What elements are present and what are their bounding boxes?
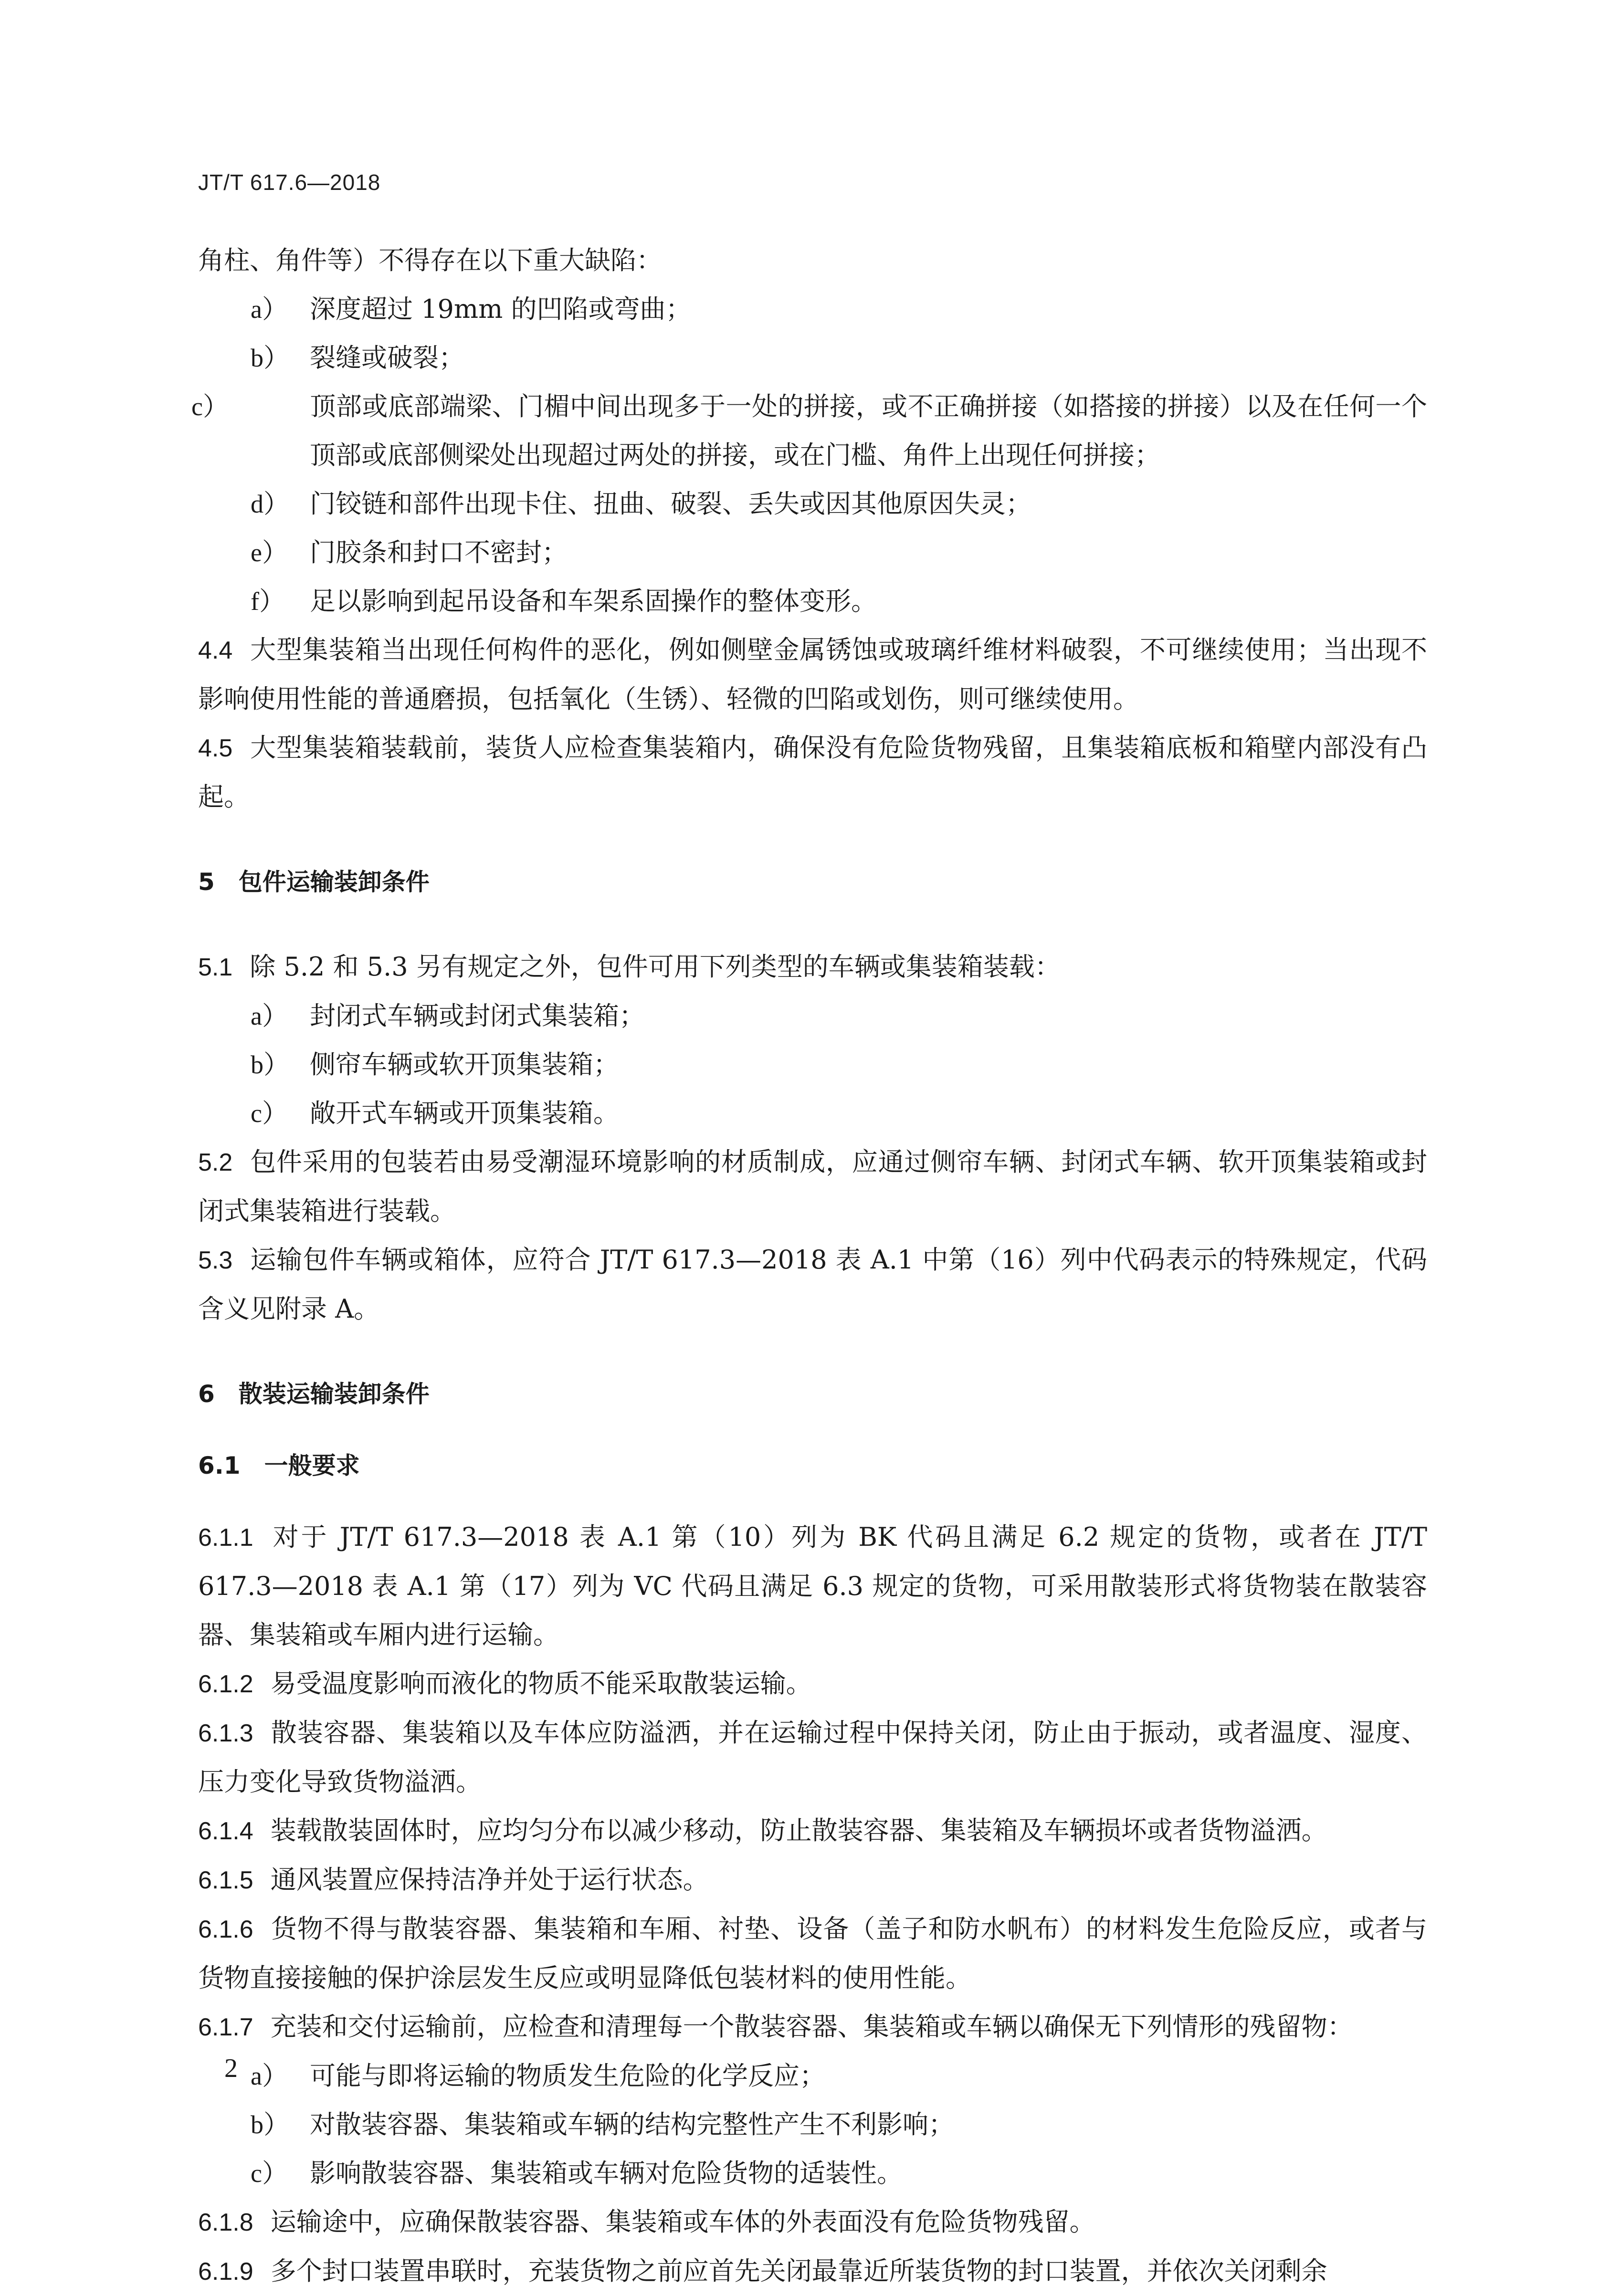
clause-number: 6.1.1 <box>198 1524 253 1552</box>
clause-number: 6.1.2 <box>198 1670 253 1698</box>
clause-text: 大型集装箱装载前，装货人应检查集装箱内，确保没有危险货物残留，且集装箱底板和箱壁内部没有凸起。 <box>198 733 1427 812</box>
list-item <box>251 1089 1427 1138</box>
clause-text: 运输包件车辆或箱体，应符合 JT/T 617.3—2018 表 A.1 中第（16）列中代码表示的特殊规定，代码含义见附录 A。 <box>198 1245 1427 1324</box>
clause-5-1 <box>198 943 1427 992</box>
section-title: 包件运输装卸条件 <box>238 868 430 896</box>
list-label: c） <box>191 392 229 421</box>
clause-text: 货物不得与散装容器、集装箱和车厢、衬垫、设备（盖子和防水帆布）的材料发生危险反应，或者与货物直接接触的保护涂层发生反应或明显降低包装材料的使用性能。 <box>198 1914 1427 1993</box>
document-body <box>191 236 1427 2296</box>
list-item <box>251 480 1427 528</box>
list-label: b） <box>251 1050 289 1079</box>
page-number: 2 <box>224 2054 238 2083</box>
section-title: 散装运输装卸条件 <box>238 1380 430 1408</box>
section-heading-5 <box>198 858 1427 906</box>
clause-number: 6.1.4 <box>198 1817 253 1845</box>
list-text: 影响散装容器、集装箱或车辆对危险货物的适装性。 <box>310 2158 903 2188</box>
list-item <box>251 528 1427 577</box>
clause-4-4 <box>198 626 1427 723</box>
list-item <box>251 2149 1427 2198</box>
list-item <box>251 285 1427 334</box>
clause-6-1-9 <box>198 2247 1427 2296</box>
clause-number: 6.1.8 <box>198 2209 253 2236</box>
list-label: c） <box>251 1099 288 1128</box>
list-label: f） <box>251 587 285 616</box>
spacer <box>198 906 1427 943</box>
clause-6-1-7 <box>198 2002 1427 2052</box>
subsection-number: 6.1 <box>198 1452 241 1479</box>
clause-number: 6.1.9 <box>198 2258 253 2286</box>
clause-6-1-1 <box>198 1513 1427 1659</box>
list-label: d） <box>251 490 289 518</box>
clause-number: 6.1.6 <box>198 1916 253 1943</box>
list-text: 顶部或底部端梁、门楣中间出现多于一处的拼接，或不正确拼接（如搭接的拼接）以及在任何一个顶部或底部侧梁处出现超过两处的拼接，或在门槛、角件上出现任何拼接； <box>310 391 1427 470</box>
clause-number: 6.1.7 <box>198 2013 253 2041</box>
section-heading-6 <box>198 1370 1427 1418</box>
clause-number: 6.1.3 <box>198 1719 253 1747</box>
clause-text: 除 5.2 和 5.3 另有规定之外，包件可用下列类型的车辆或集装箱装载： <box>250 952 1061 982</box>
list-text: 敞开式车辆或开顶集装箱。 <box>310 1098 619 1128</box>
clause-number: 5.1 <box>198 954 233 981</box>
clause-text: 包件采用的包装若由易受潮湿环境影响的材质制成，应通过侧帘车辆、封闭式车辆、软开顶集装箱或封闭式集装箱进行装载。 <box>198 1147 1427 1226</box>
spacer <box>198 821 1427 858</box>
list-label: a） <box>251 1002 288 1030</box>
clause-text: 散装容器、集装箱以及车体应防溢洒，并在运输过程中保持关闭，防止由于振动，或者温度、湿度、压力变化导致货物溢洒。 <box>198 1718 1427 1797</box>
list-item <box>191 382 1427 480</box>
clause-6-1-2 <box>198 1659 1427 1709</box>
list-label: c） <box>251 2159 288 2188</box>
list-text: 对散装容器、集装箱或车辆的结构完整性产生不利影响； <box>310 2109 954 2139</box>
clause-4-5 <box>198 723 1427 821</box>
clause-text: 充装和交付运输前，应检查和清理每一个散装容器、集装箱或车辆以确保无下列情形的残留物： <box>270 2012 1353 2042</box>
clause-6-1-4 <box>198 1806 1427 1856</box>
clause-5-3 <box>198 1236 1427 1333</box>
clause-5-2 <box>198 1138 1427 1236</box>
spacer <box>198 1333 1427 1370</box>
spacer <box>198 1490 1427 1513</box>
subsection-title: 一般要求 <box>264 1452 360 1479</box>
clause-text: 运输途中，应确保散装容器、集装箱或车体的外表面没有危险货物残留。 <box>270 2207 1095 2237</box>
list-label: a） <box>251 2062 288 2090</box>
list-text: 深度超过 19mm 的凹陷或弯曲； <box>310 294 692 324</box>
clause-6-1-3 <box>198 1709 1427 1806</box>
clause-text: 通风装置应保持洁净并处于运行状态。 <box>270 1865 709 1895</box>
section-number: 6 <box>198 1380 215 1408</box>
list-text: 门胶条和封口不密封； <box>310 537 568 567</box>
paragraph-continuation: 角柱、角件等）不得存在以下重大缺陷： <box>198 245 662 275</box>
document-code: JT/T 617.6—2018 <box>198 170 381 195</box>
list-item <box>251 334 1427 382</box>
list-item <box>251 1040 1427 1089</box>
list-text: 侧帘车辆或软开顶集装箱； <box>310 1049 619 1080</box>
clause-number: 5.2 <box>198 1149 233 1176</box>
clause-text: 大型集装箱当出现任何构件的恶化，例如侧壁金属锈蚀或玻璃纤维材料破裂，不可继续使用；当出现不影响使用性能的普通磨损，包括氧化（生锈）、轻微的凹陷或划伤，则可继续使用。 <box>198 635 1427 714</box>
list-label: b） <box>251 344 289 372</box>
section-number: 5 <box>198 868 215 896</box>
list-item <box>251 2052 1427 2100</box>
list-label: b） <box>251 2110 289 2139</box>
list-text: 封闭式车辆或封闭式集装箱； <box>310 1001 645 1031</box>
clause-6-1-5 <box>198 1856 1427 1905</box>
clause-text: 装载散装固体时，应均匀分布以减少移动，防止散装容器、集装箱及车辆损坏或者货物溢洒。 <box>270 1815 1327 1845</box>
spacer <box>198 1418 1427 1441</box>
clause-6-1-8 <box>198 2198 1427 2247</box>
clause-number: 5.3 <box>198 1247 233 1274</box>
clause-text: 多个封口装置串联时，充装货物之前应首先关闭最靠近所装货物的封口装置，并依次关闭剩余 <box>270 2256 1327 2286</box>
list-text: 门铰链和部件出现卡住、扭曲、破裂、丢失或因其他原因失灵； <box>310 489 1031 519</box>
list-item <box>251 577 1427 626</box>
list-label: a） <box>251 295 288 324</box>
clause-number: 4.4 <box>198 637 233 664</box>
list-item <box>251 2100 1427 2149</box>
list-text: 裂缝或破裂； <box>310 343 464 373</box>
list-item <box>251 992 1427 1040</box>
list-text: 足以影响到起吊设备和车架系固操作的整体变形。 <box>310 586 877 616</box>
clause-text: 易受温度影响而液化的物质不能采取散装运输。 <box>270 1668 812 1698</box>
clause-6-1-6 <box>198 1905 1427 2002</box>
clause-number: 6.1.5 <box>198 1866 253 1894</box>
clause-number: 4.5 <box>198 734 233 762</box>
list-text: 可能与即将运输的物质发生危险的化学反应； <box>310 2061 825 2091</box>
clause-text: 对于 JT/T 617.3—2018 表 A.1 第（10）列为 BK 代码且满足 6.2 规定的货物，或者在 JT/T 617.3—2018 表 A.1 第（17）列为 VC 代码且满足 6.3 规定的货物，可采用散装形式将货物装在散装容器、集装箱或车厢内进行运输。 <box>198 1522 1427 1650</box>
list-label: e） <box>251 538 288 567</box>
subsection-heading-6-1 <box>198 1441 1427 1490</box>
